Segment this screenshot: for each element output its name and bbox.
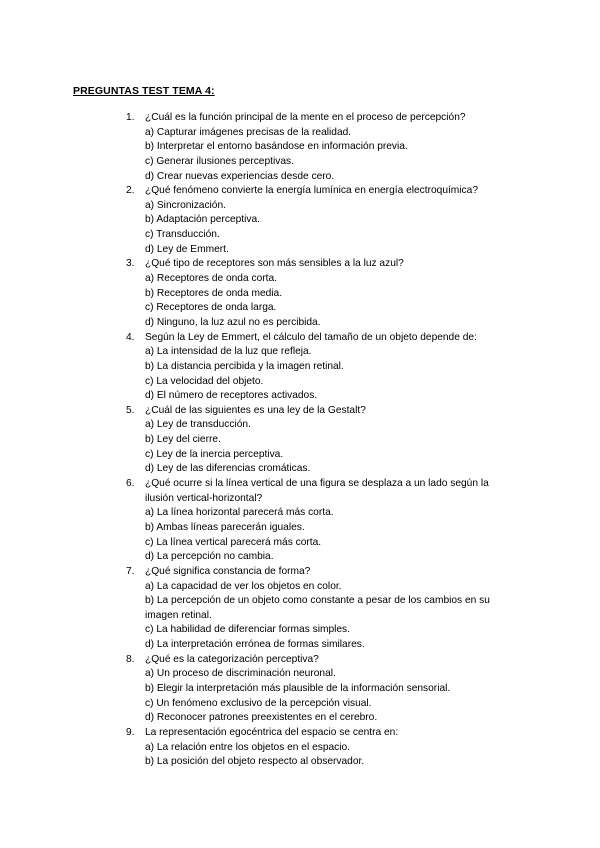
answer-option	[0, 638, 600, 653]
answer-option-text: d) La percepción no cambia.	[145, 551, 274, 563]
answer-option-text: b) La posición del objeto respecto al observador.	[145, 756, 365, 768]
answer-option-text: a) La capacidad de ver los objetos en color.	[145, 580, 342, 592]
question-stem: Según la Ley de Emmert, el cálculo del tamaño de un objeto depende de:	[145, 331, 477, 343]
answer-option-text: d) El número de receptores activados.	[145, 390, 318, 402]
question-number: 6.	[126, 478, 135, 490]
question-line	[0, 404, 600, 419]
question-number: 2.	[126, 185, 135, 197]
question-stem: ¿Cuál de las siguientes es una ley de la Gestalt?	[145, 404, 366, 416]
answer-option-text: a) Receptores de onda corta.	[145, 273, 277, 285]
question-4	[0, 331, 600, 404]
answer-option	[0, 155, 600, 170]
answer-option-text: b) Ley del cierre.	[145, 434, 221, 446]
answer-option	[0, 741, 600, 756]
answer-option	[0, 345, 600, 360]
question-8	[0, 653, 600, 726]
answer-option-text: b) Ambas líneas parecerán iguales.	[145, 521, 305, 533]
answer-option-text: d) Reconocer patrones preexistentes en el cerebro.	[145, 712, 378, 724]
answer-option	[0, 213, 600, 228]
question-line	[0, 184, 600, 199]
answer-option	[0, 140, 600, 155]
answer-option-text: c) Receptores de onda larga.	[145, 302, 277, 314]
question-number: 9.	[126, 726, 135, 738]
question-stem: ¿Qué es la categorización perceptiva?	[145, 653, 319, 665]
answer-option-text: b) Adaptación perceptiva.	[145, 214, 260, 226]
answer-option	[0, 272, 600, 287]
answer-option-text: b) Receptores de onda media.	[145, 287, 283, 299]
question-9	[0, 726, 600, 770]
answer-option-text: imagen retinal.	[145, 609, 212, 621]
question-stem: ¿Qué ocurre si la línea vertical de una figura se desplaza a un lado según la	[145, 478, 489, 490]
answer-option	[0, 580, 600, 595]
answer-option-text: a) La relación entre los objetos en el espacio.	[145, 741, 351, 753]
answer-option-text: b) La distancia percibida y la imagen retinal.	[145, 360, 344, 372]
answer-option	[0, 462, 600, 477]
answer-option	[0, 301, 600, 316]
answer-option	[0, 506, 600, 521]
question-stem: ¿Qué tipo de receptores son más sensibles a la luz azul?	[145, 258, 404, 270]
question-number: 7.	[126, 565, 135, 577]
answer-option	[0, 682, 600, 697]
question-line	[0, 492, 600, 507]
question-number: 3.	[126, 258, 135, 270]
answer-option	[0, 360, 600, 375]
answer-option	[0, 375, 600, 390]
answer-option-text: a) Un proceso de discriminación neuronal.	[145, 668, 336, 680]
question-5	[0, 404, 600, 477]
answer-option	[0, 667, 600, 682]
answer-option-text: d) Ley de las diferencias cromáticas.	[145, 463, 311, 475]
answer-option-text: a) Ley de transducción.	[145, 419, 251, 431]
document-title: PREGUNTAS TEST TEMA 4:	[73, 85, 215, 97]
question-6	[0, 477, 600, 565]
answer-option-text: a) Sincronización.	[145, 199, 226, 211]
question-stem: La representación egocéntrica del espacio se centra en:	[145, 726, 399, 738]
answer-option	[0, 697, 600, 712]
question-number: 8.	[126, 653, 135, 665]
answer-option-text: a) La línea horizontal parecerá más corta.	[145, 507, 334, 519]
answer-option	[0, 170, 600, 185]
answer-option	[0, 623, 600, 638]
question-line	[0, 331, 600, 346]
answer-option	[0, 755, 600, 770]
answer-option-text: c) Un fenómeno exclusivo de la percepción visual.	[145, 697, 372, 709]
answer-option-text: b) Elegir la interpretación más plausible de la información sensorial.	[145, 682, 451, 694]
answer-option	[0, 521, 600, 536]
answer-option	[0, 536, 600, 551]
answer-option	[0, 418, 600, 433]
answer-option-text: c) La velocidad del objeto.	[145, 375, 264, 387]
answer-option-text: b) Interpretar el entorno basándose en información previa.	[145, 141, 408, 153]
question-line	[0, 111, 600, 126]
question-line	[0, 257, 600, 272]
question-number: 4.	[126, 331, 135, 343]
answer-option-text: b) La percepción de un objeto como constante a pesar de los cambios en su	[145, 595, 490, 607]
answer-option	[0, 243, 600, 258]
question-7	[0, 565, 600, 653]
answer-option	[0, 126, 600, 141]
question-3	[0, 257, 600, 330]
answer-option-text: d) Ninguno, la luz azul no es percibida.	[145, 316, 321, 328]
answer-option-text: d) Crear nuevas experiencias desde cero.	[145, 170, 335, 182]
answer-option-text: d) La interpretación errónea de formas similares.	[145, 639, 365, 651]
question-2	[0, 184, 600, 257]
answer-option-text: c) Ley de la inercia perceptiva.	[145, 448, 284, 460]
answer-option	[0, 316, 600, 331]
question-stem: ¿Cuál es la función principal de la mente en el proceso de percepción?	[145, 112, 466, 123]
question-number: 5.	[126, 404, 135, 416]
answer-option	[0, 228, 600, 243]
question-stem: ¿Qué fenómeno convierte la energía lumínica en energía electroquímica?	[145, 185, 478, 197]
question-line	[0, 653, 600, 668]
answer-option	[0, 389, 600, 404]
answer-option	[0, 550, 600, 565]
answer-option	[0, 609, 600, 624]
question-stem: ilusión vertical-horizontal?	[145, 492, 263, 504]
answer-option-text: c) La línea vertical parecerá más corta.	[145, 536, 322, 548]
answer-option	[0, 594, 600, 609]
question-list	[0, 111, 600, 770]
answer-option-text: a) Capturar imágenes precisas de la realidad.	[145, 126, 352, 138]
answer-option	[0, 199, 600, 214]
answer-option	[0, 287, 600, 302]
answer-option	[0, 711, 600, 726]
question-line	[0, 565, 600, 580]
answer-option	[0, 448, 600, 463]
question-line	[0, 477, 600, 492]
answer-option-text: d) Ley de Emmert.	[145, 243, 229, 255]
answer-option-text: c) La habilidad de diferenciar formas simples.	[145, 624, 350, 636]
answer-option-text: c) Generar ilusiones perceptivas.	[145, 155, 294, 167]
question-1	[0, 111, 600, 184]
question-number: 1.	[126, 112, 135, 123]
answer-option-text: a) La intensidad de la luz que refleja.	[145, 346, 312, 358]
question-line	[0, 726, 600, 741]
answer-option	[0, 433, 600, 448]
answer-option-text: c) Transducción.	[145, 229, 220, 241]
question-stem: ¿Qué significa constancia de forma?	[145, 565, 311, 577]
